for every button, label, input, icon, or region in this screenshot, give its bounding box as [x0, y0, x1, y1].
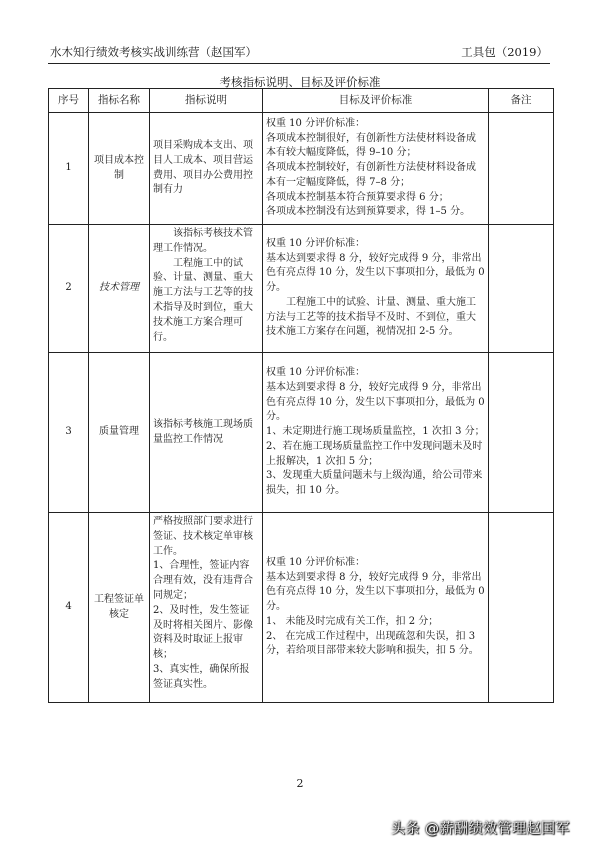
indicator-description — [150, 113, 263, 225]
table-row — [49, 225, 554, 353]
header-edition: 工具包（2019） — [461, 45, 548, 59]
indicator-name: 工程签证单核定 — [89, 513, 150, 703]
criteria-line: 各项成本控制基本符合预算要求得 6 分； — [266, 191, 449, 203]
indicator-name: 项目成本控制 — [89, 113, 150, 225]
page-number: 2 — [296, 777, 304, 790]
evaluation-criteria — [263, 113, 489, 225]
column-header-remark: 备注 — [489, 89, 554, 113]
column-header-name: 指标名称 — [89, 89, 150, 113]
description-line: 严格按照部门要求进行签证、技术核定单审核工作。 — [153, 516, 253, 557]
table-row — [49, 113, 554, 225]
header-title: 水木知行绩效考核实战训练营（赵国军） — [50, 45, 257, 59]
criteria-line: 权重 10 分评价标准： — [266, 366, 366, 378]
row-number: 3 — [49, 353, 89, 513]
criteria-line: 各项成本控制很好，有创新性方法使材料设备成本有较大幅度降低，得 9–10 分； — [266, 132, 476, 159]
indicator-name: 技术管理 — [89, 225, 150, 353]
table-row — [49, 513, 554, 703]
description-line: 该指标考核技术管理工作情况。 — [153, 228, 253, 254]
table-title: 考核指标说明、目标及评价标准 — [219, 75, 381, 89]
description-line: 工程施工中的试验、计量、测量、重大施工方法与工艺等的技术指导及时到位，重大技术施工方案合理可行。 — [153, 257, 253, 343]
header-divider — [48, 63, 550, 64]
description-line: 1、合理性，签证内容合理有效，没有违背合同规定； — [153, 560, 253, 601]
criteria-line: 权重 10 分评价标准： — [266, 237, 366, 249]
row-number: 4 — [49, 513, 89, 703]
column-header-description: 指标说明 — [150, 89, 263, 113]
watermark: 头条 @薪酬绩效管理赵国军 — [391, 821, 570, 837]
evaluation-table — [48, 88, 554, 703]
criteria-line: 权重 10 分评价标准： — [266, 556, 366, 568]
indicator-description — [150, 353, 263, 513]
evaluation-criteria — [263, 513, 489, 703]
criteria-line: 各项成本控制没有达到预算要求，得 1–5 分。 — [266, 206, 471, 218]
evaluation-criteria — [263, 225, 489, 353]
evaluation-criteria — [263, 353, 489, 513]
remark-cell — [489, 353, 554, 513]
criteria-line: 1、未定期进行施工现场质量监控，1 次扣 3 分； — [266, 426, 485, 438]
table-header-row — [49, 89, 554, 113]
description-line: 项目采购成本支出、项目人工成本、项目营运费用、项目办公费用控制有力 — [153, 139, 253, 196]
criteria-line: 各项成本控制较好，有创新性方法使材料设备成本有一定幅度降低，得 7–8 分； — [266, 162, 476, 188]
criteria-line: 基本达到要求得 8 分，较好完成得 9 分，非常出色有亮点得 10 分，发生以下事项扣分，最低为 0 分。 — [266, 252, 485, 294]
description-line: 2、及时性，发生签证及时将相关图片、影像资料及时取证上报审核； — [153, 604, 253, 661]
column-header-no: 序号 — [49, 89, 89, 113]
column-header-criteria: 目标及评价标准 — [263, 89, 489, 113]
criteria-line: 2、若在施工现场质量监控工作中发现问题未及时上报解决，1 次扣 5 分； — [266, 440, 483, 467]
description-line: 3、真实性，确保所报签证真实性。 — [153, 663, 250, 690]
remark-cell — [489, 225, 554, 353]
row-number: 2 — [49, 225, 89, 353]
indicator-description — [150, 225, 263, 353]
row-number: 1 — [49, 113, 89, 225]
criteria-line: 基本达到要求得 8 分，较好完成得 9 分，非常出色有亮点得 10 分，发生以下事项扣分，最低为 0 分。 — [266, 381, 485, 423]
criteria-line: 3、发现重大质量问题未与上级沟通，给公司带来损失，扣 10 分。 — [266, 470, 483, 497]
remark-cell — [489, 113, 554, 225]
description-line: 该指标考核施工现场质量监控工作情况 — [153, 418, 253, 445]
criteria-line: 2、 在完成工作过程中，出现疏忽和失误，扣 3 分，若给项目部带来较大影响和损失，扣 5 分。 — [266, 630, 479, 657]
criteria-line: 1、 未能及时完成有关工作，扣 2 分； — [266, 615, 439, 627]
table-row — [49, 353, 554, 513]
criteria-line: 工程施工中的试验、计量、测量、重大施工方法与工艺等的技术指导不及时、不到位，重大技术施工方案存在问题，视情况扣 2-5 分。 — [266, 296, 476, 338]
criteria-line: 权重 10 分评价标准： — [266, 117, 366, 129]
indicator-name: 质量管理 — [89, 353, 150, 513]
remark-cell — [489, 513, 554, 703]
indicator-description — [150, 513, 263, 703]
criteria-line: 基本达到要求得 8 分，较好完成得 9 分，非常出色有亮点得 10 分，发生以下事项扣分，最低为 0 分。 — [266, 571, 485, 613]
